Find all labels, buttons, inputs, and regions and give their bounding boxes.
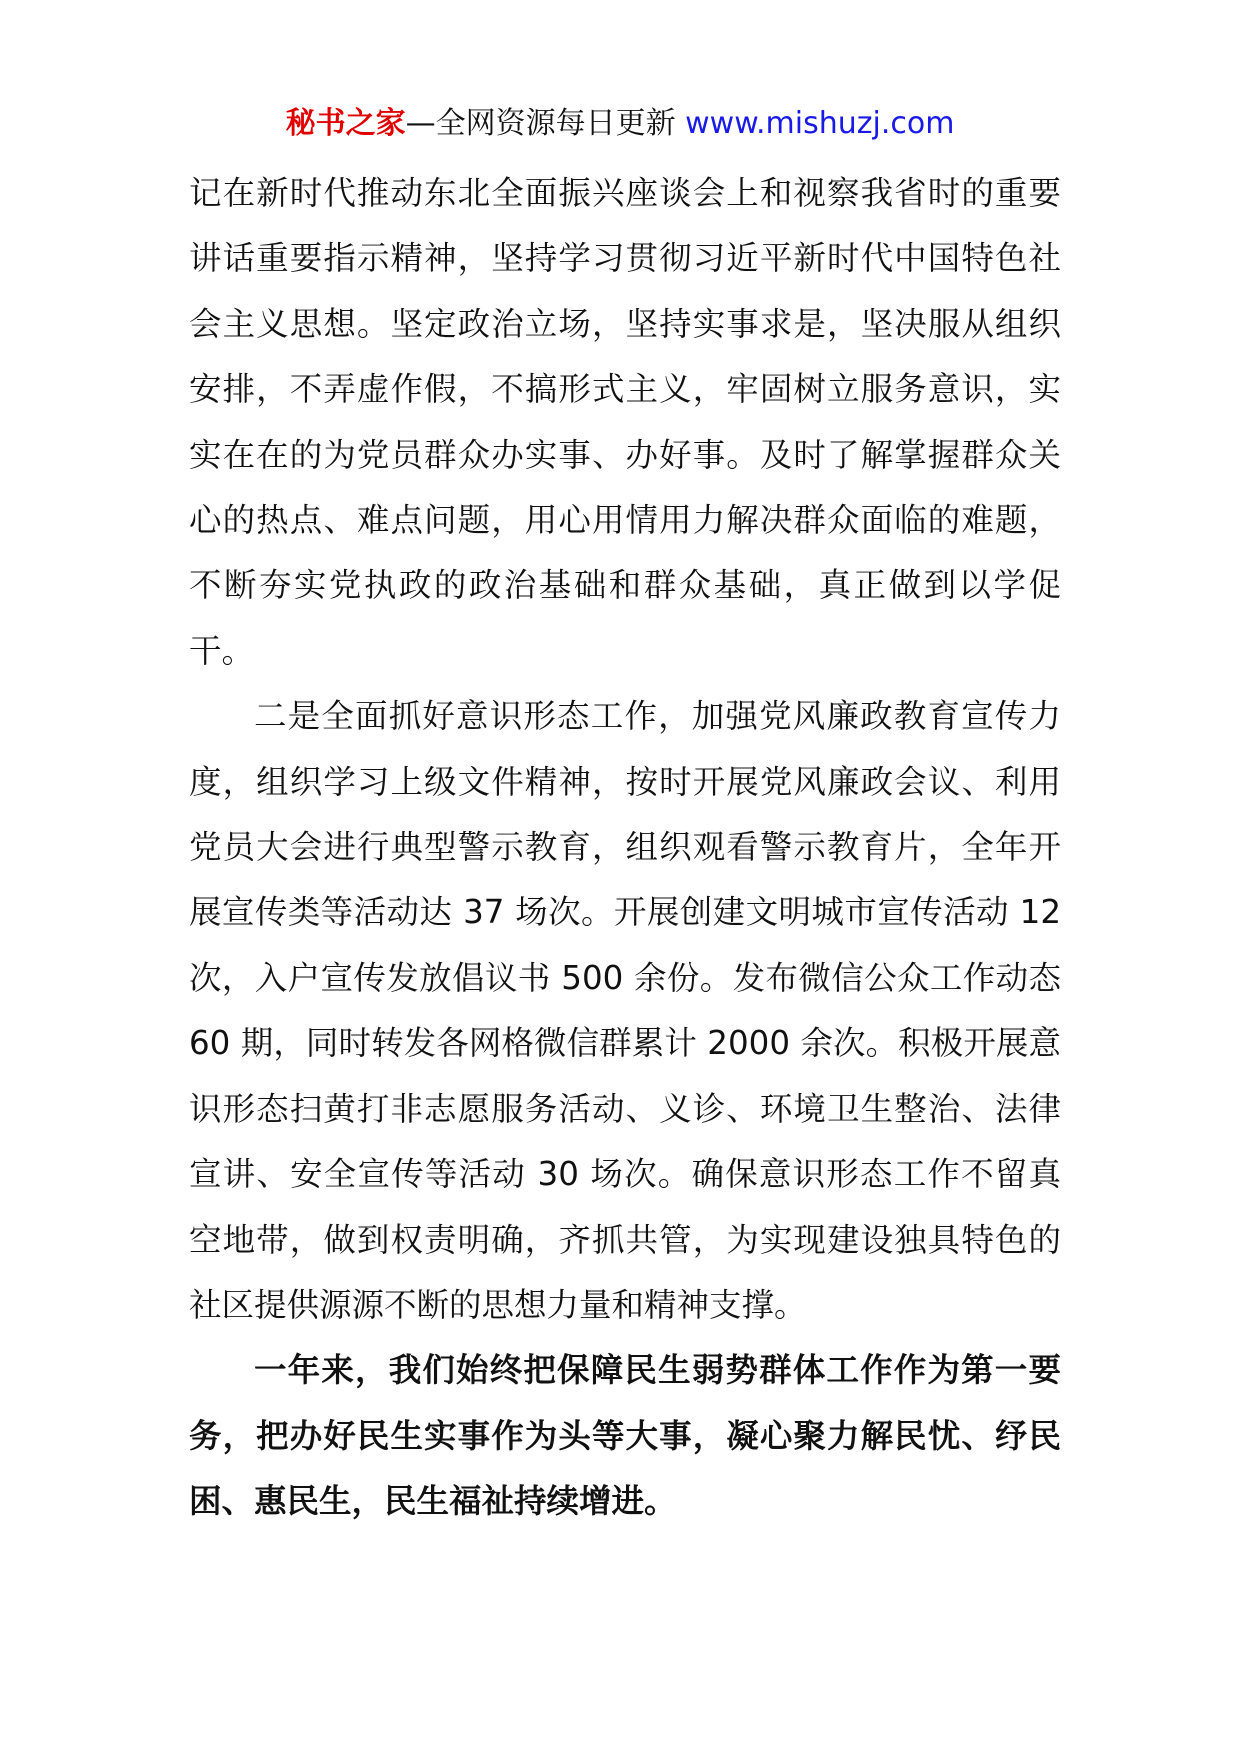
site-url-link[interactable]: www.mishuzj.com bbox=[685, 106, 955, 141]
paragraph-livelihood-summary: 一年来，我们始终把保障民生弱势群体工作作为第一要务，把办好民生实事作为头等大事，凝心聚力解民忧、纾民困、惠民生，民生福祉持续增进。 bbox=[189, 1351, 1061, 1521]
header-tagline: —全网资源每日更新 bbox=[405, 106, 686, 141]
paragraph-continuation: 记在新时代推动东北全面振兴座谈会上和视察我省时的重要讲话重要指示精神，坚持学习贯彻习近平新时代中国特色社会主义思想。坚定政治立场，坚持实事求是，坚决服从组织安排，不弄虚作假，不搞形式主义，牢固树立服务意识，实实在在的为党员群众办实事、办好事。及时了解掌握群众关心的热点、难点问题，用心用情用力解决群众面临的难题，不断夯实党执政的政治基础和群众基础，真正做到以学促干。 bbox=[189, 174, 1061, 670]
document-body bbox=[189, 161, 1061, 1535]
brand-name: 秘书之家 bbox=[285, 106, 406, 141]
paragraph-ideology-work: 二是全面抓好意识形态工作，加强党风廉政教育宣传力度，组织学习上级文件精神，按时开展党风廉政会议、利用党员大会进行典型警示教育，组织观看警示教育片，全年开展宣传类等活动达 37 场次。开展创建文明城市宣传活动 12 次，入户宣传发放倡议书 500 余份。发布微信公众工作动态 60 期，同时转发各网格微信群累计 2000 余次。积极开展意识形态扫黄打非志愿服务活动、义诊、环境卫生整治、法律宣讲、安全宣传等活动 30 场次。确保意识形态工作不留真空地带，做到权责明确，齐抓共管，为实现建设独具特色的社区提供源源不断的思想力量和精神支撑。 bbox=[189, 697, 1061, 1324]
site-header bbox=[0, 100, 1240, 148]
